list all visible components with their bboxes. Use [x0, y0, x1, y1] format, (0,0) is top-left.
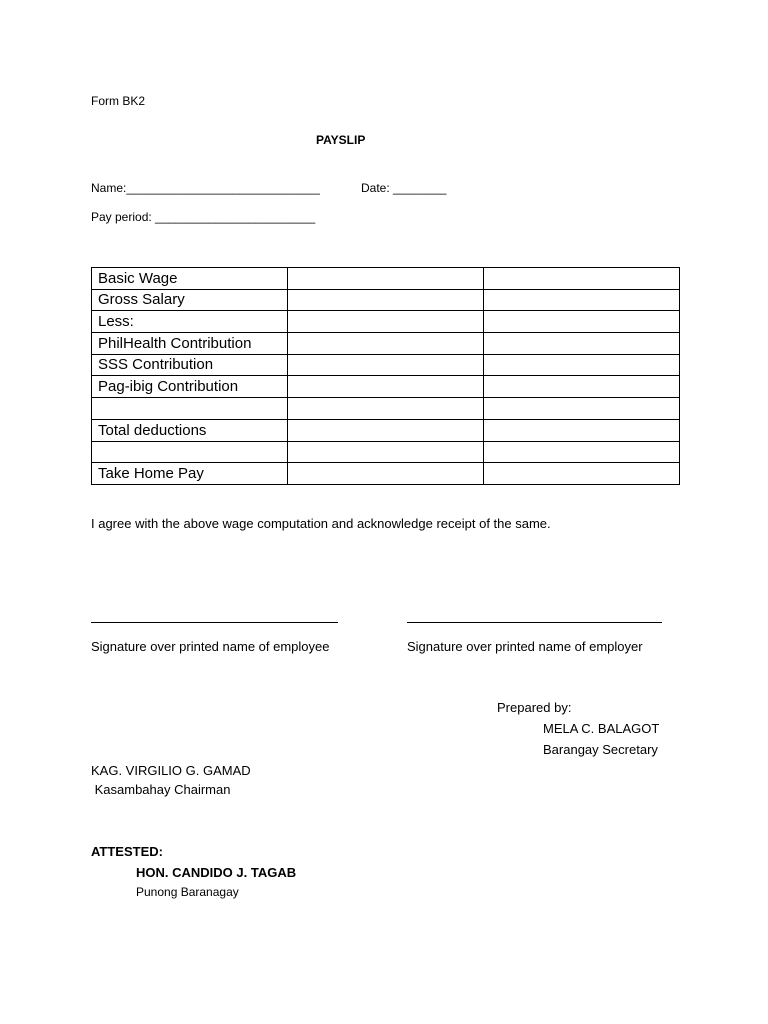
table-cell: [288, 398, 484, 420]
row-label-total-deductions: Total deductions: [92, 419, 288, 441]
attested-role: Punong Baranagay: [136, 885, 239, 899]
chairman-role: Kasambahay Chairman: [91, 782, 231, 797]
employer-signature-caption: Signature over printed name of employer: [407, 639, 643, 654]
form-code: Form BK2: [91, 94, 146, 108]
row-label-blank: [92, 441, 288, 463]
table-cell: [484, 311, 680, 333]
row-label-basic-wage: Basic Wage: [92, 268, 288, 290]
table-cell: [484, 419, 680, 441]
date-field: Date: ________: [361, 181, 447, 195]
attested-name: HON. CANDIDO J. TAGAB: [136, 865, 297, 880]
table-cell: [484, 398, 680, 420]
row-label-pag-ibig: Pag-ibig Contribution: [92, 376, 288, 398]
chairman-name: KAG. VIRGILIO G. GAMAD: [91, 763, 251, 778]
employer-signature-line: [407, 622, 662, 623]
table-cell: [484, 268, 680, 290]
row-label-blank: [92, 398, 288, 420]
employee-signature-caption: Signature over printed name of employee: [91, 639, 330, 654]
table-cell: [288, 333, 484, 355]
table-cell: [484, 463, 680, 485]
table-cell: [288, 376, 484, 398]
pay-period-field: Pay period: ________________________: [91, 210, 316, 224]
table-row: [92, 311, 680, 333]
table-cell: [288, 354, 484, 376]
table-cell: [288, 441, 484, 463]
row-label-take-home-pay: Take Home Pay: [92, 463, 288, 485]
table-cell: [288, 311, 484, 333]
table-row: [92, 268, 680, 290]
agreement-statement: I agree with the above wage computation and acknowledge receipt of the same.: [91, 516, 551, 531]
table-row: [92, 333, 680, 355]
table-cell: [288, 289, 484, 311]
table-cell: [484, 333, 680, 355]
table-cell: [484, 289, 680, 311]
table-cell: [288, 463, 484, 485]
table-cell: [484, 354, 680, 376]
row-label-less: Less:: [92, 311, 288, 333]
prepared-by-label: Prepared by:: [497, 700, 572, 715]
table-row: [92, 398, 680, 420]
attested-label: ATTESTED:: [91, 844, 163, 859]
table-row: [92, 463, 680, 485]
table-row: [92, 441, 680, 463]
table-cell: [484, 376, 680, 398]
name-field: Name:_____________________________: [91, 181, 320, 195]
row-label-sss: SSS Contribution: [92, 354, 288, 376]
table-row: [92, 354, 680, 376]
table-row: [92, 376, 680, 398]
row-label-philhealth: PhilHealth Contribution: [92, 333, 288, 355]
page-title: PAYSLIP: [316, 133, 366, 147]
table-cell: [484, 441, 680, 463]
employee-signature-line: [91, 622, 338, 623]
table-cell: [288, 419, 484, 441]
row-label-gross-salary: Gross Salary: [92, 289, 288, 311]
prepared-by-role: Barangay Secretary: [543, 742, 658, 757]
prepared-by-name: MELA C. BALAGOT: [543, 721, 660, 736]
wage-table: [91, 267, 680, 485]
table-cell: [288, 268, 484, 290]
table-row: [92, 419, 680, 441]
table-row: [92, 289, 680, 311]
